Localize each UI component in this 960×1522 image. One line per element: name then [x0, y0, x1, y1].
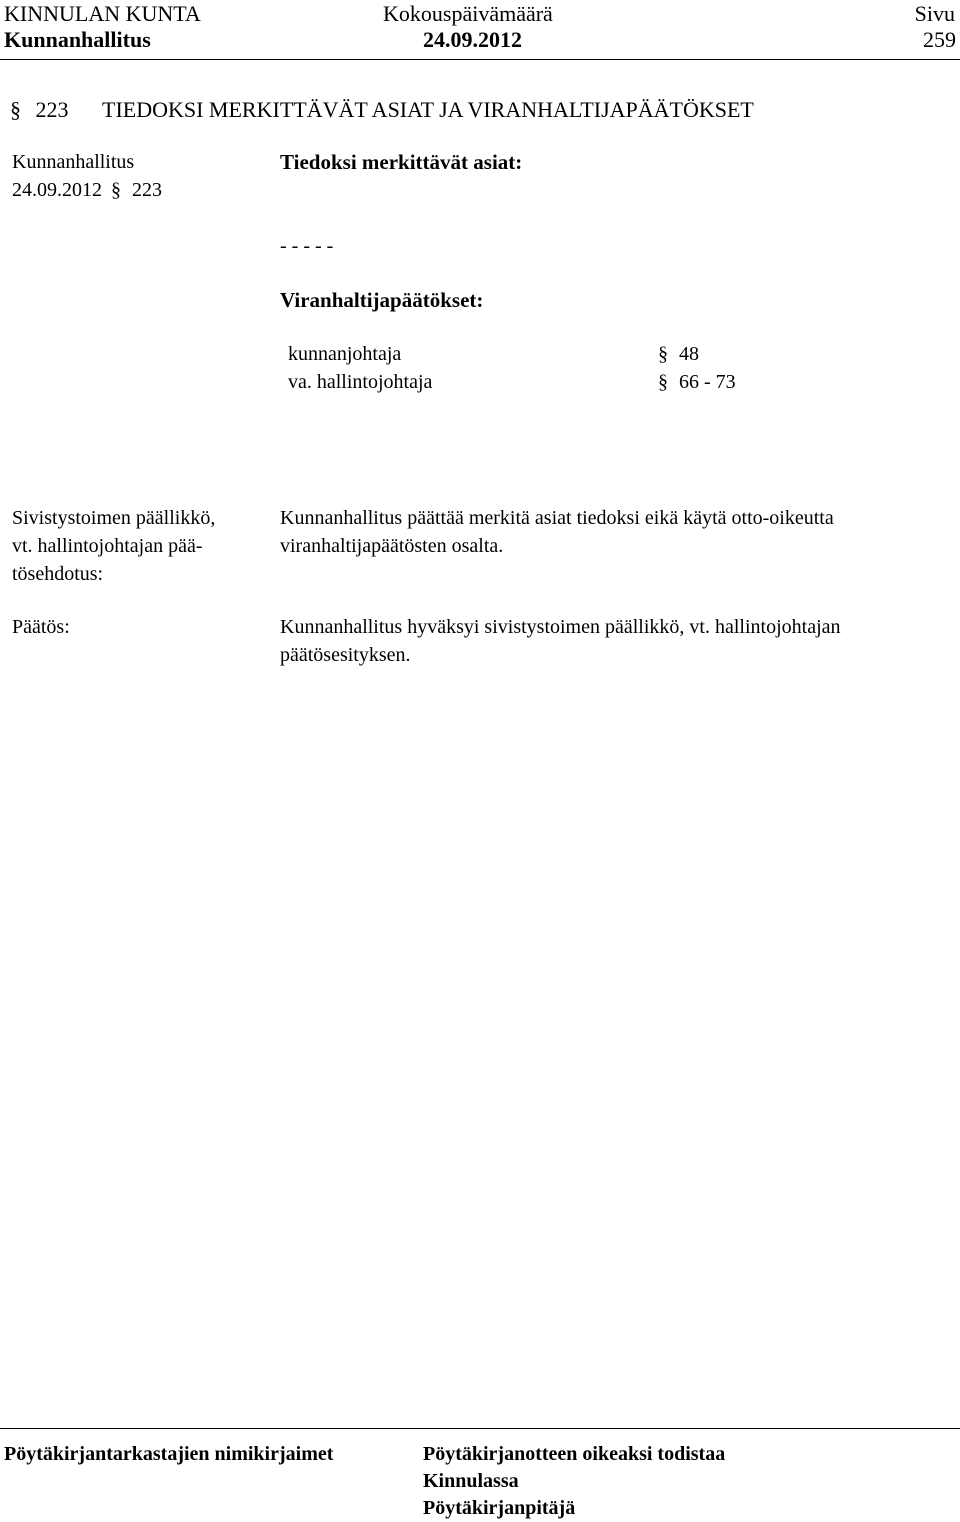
- svg-text:§: §: [111, 179, 121, 201]
- decision-role: va. hallintojohtaja: [288, 371, 433, 393]
- proposal-text-line-1: Kunnanhallitus päättää merkitä asiat tiedoksi eikä käytä otto-oikeutta: [280, 507, 834, 529]
- svg-text:§: §: [10, 97, 21, 122]
- section-title: TIEDOKSI MERKITTÄVÄT ASIAT JA VIRANHALTIJAPÄÄTÖKSET: [102, 97, 754, 122]
- header-page-number: 259: [923, 27, 956, 52]
- ref-date-number: [12, 176, 162, 204]
- header-date: 24.09.2012: [423, 27, 522, 52]
- decision-text-line-2: päätösesityksen.: [280, 644, 411, 666]
- footer-right-line-2: Kinnulassa: [423, 1470, 519, 1492]
- svg-text:§: §: [658, 343, 668, 365]
- ref-number: 223: [132, 179, 162, 201]
- footer-left: Pöytäkirjantarkastajien nimikirjaimet: [4, 1443, 334, 1465]
- section-heading: [10, 96, 754, 124]
- decision-sections-value: 66 - 73: [679, 371, 736, 393]
- tiedoksi-heading: Tiedoksi merkittävät asiat:: [280, 150, 523, 174]
- svg-text:§: §: [658, 371, 668, 393]
- header-org: KINNULAN KUNTA: [4, 1, 201, 26]
- ref-date: 24.09.2012: [12, 179, 102, 201]
- decision-sections: [658, 340, 699, 368]
- footer-divider: [0, 1428, 960, 1429]
- proposal-label-line-3: tösehdotus:: [12, 563, 104, 585]
- decision-role: kunnanjohtaja: [288, 343, 402, 365]
- dashes: - - - - -: [280, 235, 334, 257]
- proposal-text-line-2: viranhaltijapäätösten osalta.: [280, 535, 504, 557]
- footer-right-line-1: Pöytäkirjanotteen oikeaksi todistaa: [423, 1443, 726, 1465]
- section-number: 223: [35, 97, 69, 122]
- header-date-label: Kokouspäivämäärä: [383, 1, 553, 26]
- ref-body: Kunnanhallitus: [12, 151, 135, 173]
- decision-text-line-1: Kunnanhallitus hyväksyi sivistystoimen päällikkö, vt. hallintojohtajan: [280, 616, 841, 638]
- proposal-label-line-2: vt. hallintojohtajan pää-: [12, 535, 203, 557]
- decision-label: Päätös:: [12, 616, 70, 638]
- header-body: Kunnanhallitus: [4, 27, 151, 52]
- proposal-label-line-1: Sivistystoimen päällikkö,: [12, 507, 216, 529]
- header-divider: [0, 59, 960, 60]
- viranhaltija-heading: Viranhaltijapäätökset:: [280, 288, 484, 312]
- decision-sections: [658, 368, 736, 396]
- header-page-label: Sivu: [914, 1, 955, 26]
- decision-sections-value: 48: [679, 343, 699, 365]
- footer-right-line-3: Pöytäkirjanpitäjä: [423, 1497, 576, 1519]
